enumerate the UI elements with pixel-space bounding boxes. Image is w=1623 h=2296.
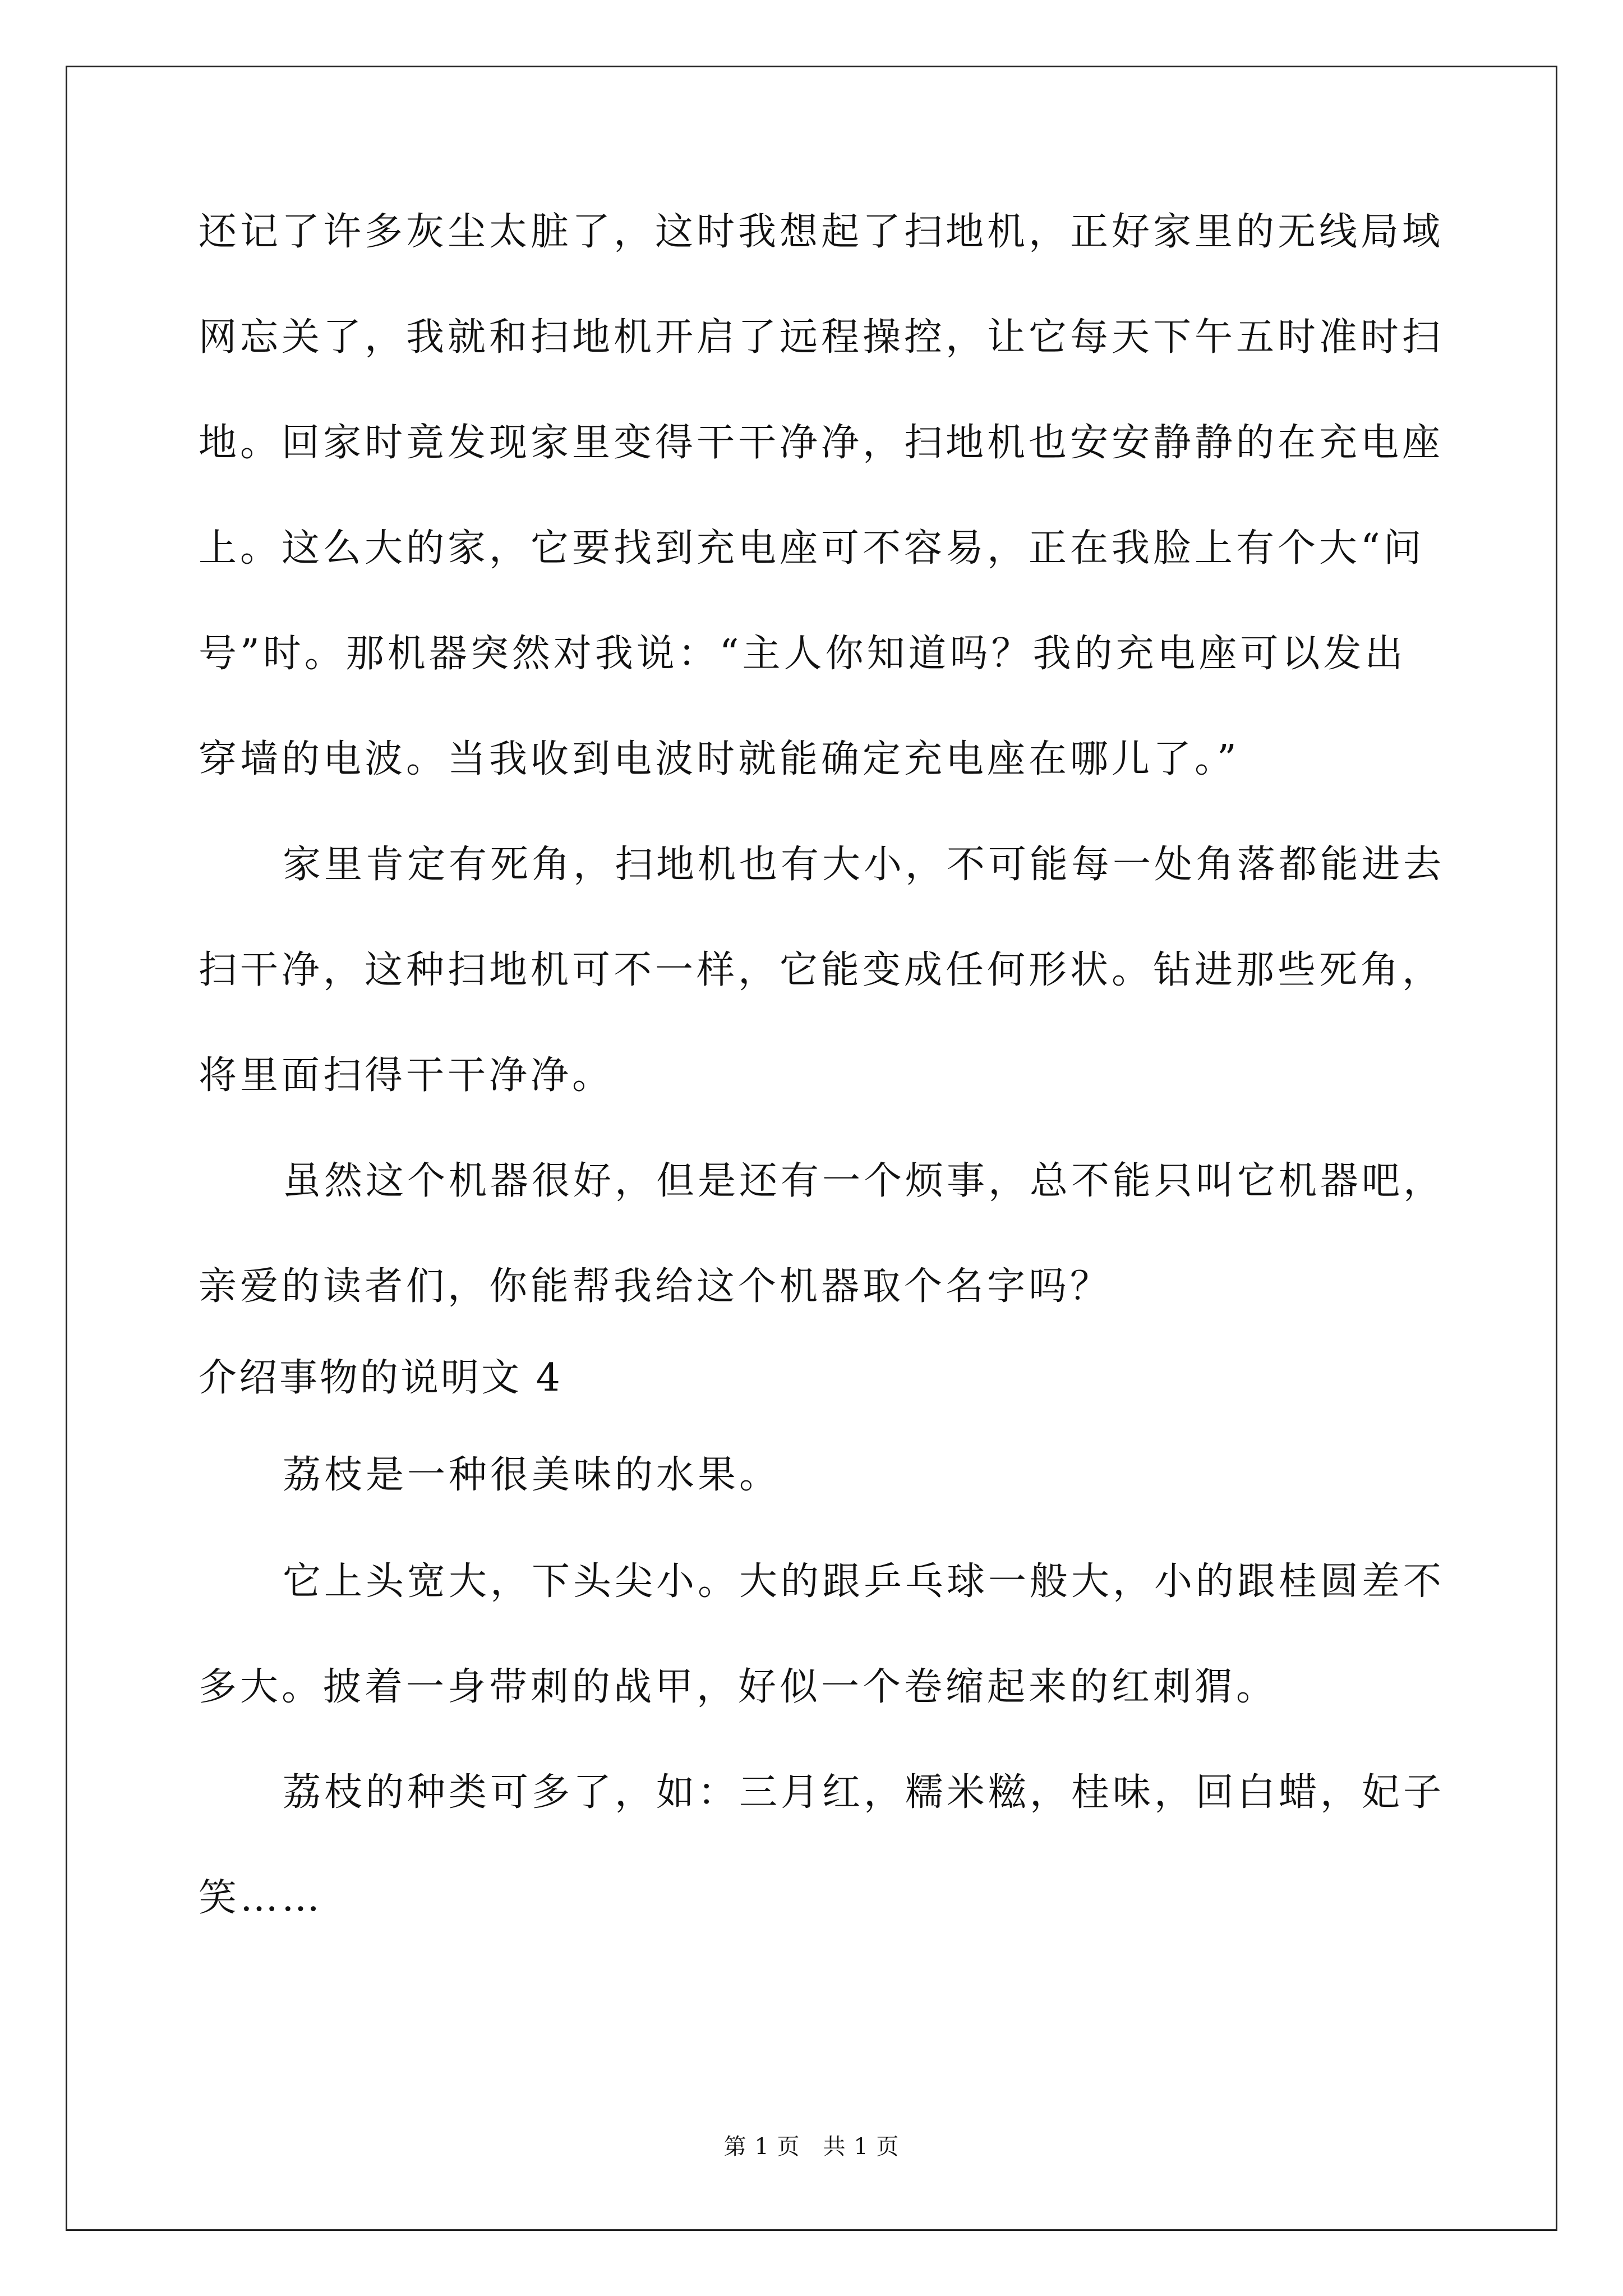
text-line: 笑…… xyxy=(199,1876,324,1920)
text-line: 还记了许多灰尘太脏了，这时我想起了扫地机，正好家里的无线局域 xyxy=(199,210,1444,254)
text-line: 荔枝的种类可多了，如：三月红，糯米糍，桂味，回白蜡，妃子 xyxy=(283,1770,1445,1815)
text-line: 地。回家时竟发现家里变得干干净净，扫地机也安安静静的在充电座 xyxy=(199,421,1444,465)
text-line: 虽然这个机器很好，但是还有一个烦事，总不能只叫它机器吧， xyxy=(283,1159,1445,1203)
text-line: 家里肯定有死角，扫地机也有大小，不可能每一处角落都能进去 xyxy=(283,843,1445,887)
section-title: 介绍事物的说明文 4 xyxy=(199,1356,562,1400)
text-line: 将里面扫得干干净净。 xyxy=(199,1053,614,1098)
text-line: 它上头宽大，下头尖小。大的跟乒乓球一般大，小的跟桂圆差不 xyxy=(283,1559,1445,1604)
text-line: 亲爱的读者们，你能帮我给这个机器取个名字吗？ xyxy=(199,1264,1112,1309)
text-line: 上。这么大的家，它要找到充电座可不容易，正在我脸上有个大“问 xyxy=(199,526,1425,570)
text-line: 穿墙的电波。当我收到电波时就能确定充电座在哪儿了。” xyxy=(199,737,1240,781)
page-number: 第 1 页 共 1 页 xyxy=(723,2134,900,2160)
text-line: 荔枝是一种很美味的水果。 xyxy=(283,1453,781,1497)
text-line: 多大。披着一身带刺的战甲，好似一个卷缩起来的红刺猬。 xyxy=(199,1665,1278,1709)
text-line: 网忘关了，我就和扫地机开启了远程操控，让它每天下午五时准时扫 xyxy=(199,315,1444,360)
text-line: 号”时。那机器突然对我说：“主人你知道吗？我的充电座可以发出 xyxy=(199,632,1407,676)
text-line: 扫干净，这种扫地机可不一样，它能变成任何形状。钻进那些死角， xyxy=(199,948,1444,992)
